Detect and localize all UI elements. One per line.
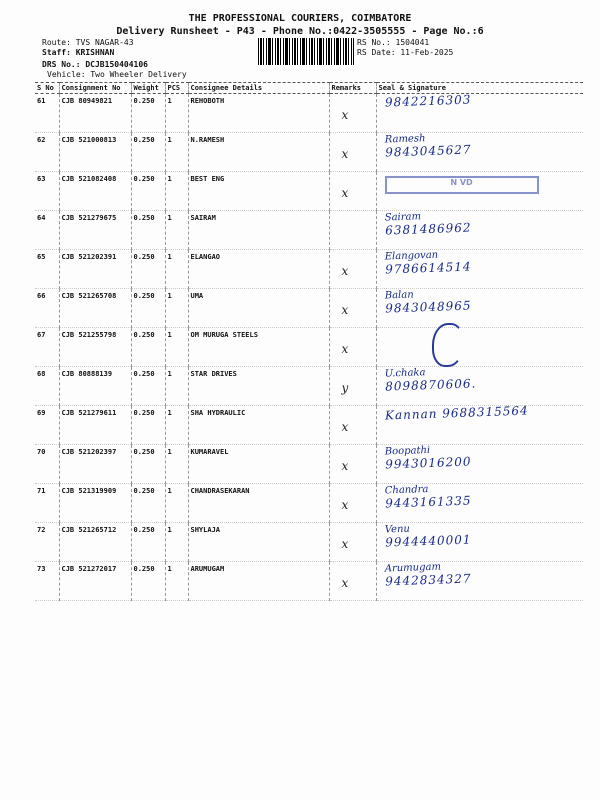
runsheet-table (35, 82, 583, 601)
cell-sno (35, 406, 59, 445)
cell-consignee (188, 367, 329, 406)
col-pcs: PCS (165, 83, 188, 94)
cell-remarks (329, 328, 376, 367)
signature (384, 522, 471, 550)
cell-consignee (188, 211, 329, 250)
pcs-text: 1 (167, 253, 172, 261)
consignment-text: CJB 521000813 (61, 136, 117, 144)
remark-mark: x (341, 420, 349, 434)
cell-remarks (329, 172, 376, 211)
signature (384, 561, 471, 589)
sno-text: 61 (37, 97, 46, 105)
consignee-text: ARUMUGAM (190, 565, 225, 573)
cell-sno (35, 367, 59, 406)
table-row (35, 94, 583, 133)
table-row (35, 445, 583, 484)
consignment-text: CJB 521202397 (61, 448, 117, 456)
remark-mark: x (341, 537, 349, 551)
signature-name: Boopathi (384, 444, 430, 458)
signature (384, 444, 471, 472)
staff-label: Staff: (42, 48, 71, 57)
cell-consignment (59, 484, 131, 523)
cell-signature (376, 367, 583, 406)
staff-value: KRISHNAN (75, 48, 115, 57)
cell-weight (131, 133, 165, 172)
cell-remarks (329, 211, 376, 250)
table-row (35, 172, 583, 211)
sno-text: 65 (37, 253, 46, 261)
cell-pcs (165, 328, 188, 367)
signature-phone: 9786614514 (384, 259, 472, 277)
cell-weight (131, 94, 165, 133)
signature-name: Ramesh (384, 133, 426, 146)
pcs-text: 1 (167, 370, 172, 378)
cell-consignee (188, 406, 329, 445)
signature-phone: 9843048965 (384, 298, 472, 316)
cell-pcs (165, 562, 188, 601)
consignee-text: KUMARAVEL (190, 448, 229, 456)
cell-sno (35, 445, 59, 484)
signature (384, 483, 471, 511)
cell-pcs (165, 367, 188, 406)
cell-consignment (59, 250, 131, 289)
weight-text: 0.250 (133, 487, 155, 495)
pcs-text: 1 (167, 136, 172, 144)
remark-mark: x (341, 108, 349, 122)
route-value: TVS NAGAR-43 (75, 38, 134, 47)
cell-weight (131, 406, 165, 445)
weight-text: 0.250 (133, 526, 155, 534)
table-row (35, 211, 583, 250)
signature-name: Venu (384, 523, 410, 536)
sno-text: 63 (37, 175, 46, 183)
consignment-text: CJB 521319909 (61, 487, 117, 495)
cell-weight (131, 289, 165, 328)
consignee-text: STAR DRIVES (190, 370, 237, 378)
cell-consignee (188, 250, 329, 289)
cell-consignment (59, 328, 131, 367)
cell-consignee (188, 484, 329, 523)
cell-consignment (59, 406, 131, 445)
cell-sno (35, 172, 59, 211)
consignee-text: N.RAMESH (190, 136, 225, 144)
drs-label: DRS No.: (42, 60, 81, 69)
cell-remarks (329, 94, 376, 133)
sno-text: 67 (37, 331, 46, 339)
cell-consignee (188, 289, 329, 328)
consignee-text: SAIRAM (190, 214, 216, 222)
table-row (35, 289, 583, 328)
cell-sno (35, 562, 59, 601)
signature (384, 365, 476, 393)
sno-text: 64 (37, 214, 46, 222)
table-header-row (35, 83, 583, 94)
runsheet-subtitle: Delivery Runsheet - P43 - Phone No.:0422-3505555 - Page No.:6 (116, 26, 484, 37)
cell-weight (131, 211, 165, 250)
weight-text: 0.250 (133, 253, 155, 261)
route-label: Route: (42, 38, 71, 47)
cell-pcs (165, 94, 188, 133)
cell-pcs (165, 250, 188, 289)
signature-phone: Kannan 9688315564 (384, 403, 529, 423)
consignee-text: UMA (190, 292, 204, 300)
table-row (35, 250, 583, 289)
signature-name: Chandra (384, 483, 429, 497)
cell-pcs (165, 172, 188, 211)
consignee-text: SHYLAJA (190, 526, 221, 534)
cell-remarks (329, 484, 376, 523)
cell-weight (131, 328, 165, 367)
cell-consignment (59, 172, 131, 211)
cell-consignment (59, 289, 131, 328)
cell-sno (35, 328, 59, 367)
pcs-text: 1 (167, 331, 172, 339)
cell-signature (376, 328, 583, 367)
col-sno: S No (35, 83, 59, 94)
pcs-text: 1 (167, 448, 172, 456)
cell-sno (35, 94, 59, 133)
cell-pcs (165, 289, 188, 328)
cell-weight (131, 523, 165, 562)
pcs-text: 1 (167, 487, 172, 495)
rs-date: RS Date: 11-Feb-2025 (357, 48, 454, 57)
sno-text: 73 (37, 565, 46, 573)
cell-remarks (329, 250, 376, 289)
consignment-text: CJB 80949821 (61, 97, 113, 105)
vehicle-line: Vehicle: Two Wheeler Delivery (47, 70, 187, 79)
cell-signature (376, 211, 583, 250)
consignment-text: CJB 521082408 (61, 175, 117, 183)
signature-name: U.chaka (384, 367, 426, 380)
remark-mark: x (341, 303, 349, 317)
remark-mark: x (341, 459, 349, 473)
signature (384, 132, 471, 160)
consignment-text: CJB 521279675 (61, 214, 117, 222)
cell-pcs (165, 211, 188, 250)
sno-text: 71 (37, 487, 46, 495)
signature (384, 210, 471, 238)
remark-mark: x (341, 147, 349, 161)
cell-weight (131, 562, 165, 601)
signature-phone: 9842216303 (384, 92, 472, 110)
consignee-text: SHA HYDRAULIC (190, 409, 246, 417)
cell-signature (376, 523, 583, 562)
table-row (35, 133, 583, 172)
consignee-text: CHANDRASEKARAN (190, 487, 250, 495)
sno-text: 66 (37, 292, 46, 300)
signature (384, 92, 471, 109)
weight-text: 0.250 (133, 214, 155, 222)
cell-weight (131, 250, 165, 289)
cell-pcs (165, 133, 188, 172)
pcs-text: 1 (167, 409, 172, 417)
signature-phone: 9442834327 (384, 571, 472, 589)
pcs-text: 1 (167, 214, 172, 222)
cell-consignee (188, 523, 329, 562)
col-consignee: Consignee Details (188, 83, 329, 94)
cell-pcs (165, 523, 188, 562)
staff-line (42, 48, 114, 57)
cell-remarks (329, 523, 376, 562)
cell-consignment (59, 562, 131, 601)
consignment-text: CJB 521279611 (61, 409, 117, 417)
remark-mark: x (341, 576, 349, 590)
cell-consignment (59, 133, 131, 172)
cell-weight (131, 172, 165, 211)
consignee-text: BEST ENG (190, 175, 225, 183)
sno-text: 72 (37, 526, 46, 534)
cell-remarks (329, 562, 376, 601)
sno-text: 69 (37, 409, 46, 417)
cell-consignee (188, 328, 329, 367)
cell-signature (376, 403, 583, 445)
cell-remarks (329, 445, 376, 484)
col-remarks: Remarks (329, 83, 376, 94)
cell-weight (131, 484, 165, 523)
signature-phone: 9943016200 (384, 454, 472, 472)
weight-text: 0.250 (133, 565, 155, 573)
route-line (42, 38, 134, 47)
drs-line (42, 60, 148, 69)
remark-mark: x (341, 186, 349, 200)
weight-text: 0.250 (133, 97, 155, 105)
consignee-text: REHOBOTH (190, 97, 225, 105)
weight-text: 0.250 (133, 175, 155, 183)
table-row (35, 523, 583, 562)
cell-consignment (59, 445, 131, 484)
consignee-text: ELANGAO (190, 253, 221, 261)
cell-signature (376, 133, 583, 172)
signature-phone: 9944440001 (384, 532, 472, 550)
consignment-text: CJB 521272017 (61, 565, 117, 573)
cell-weight (131, 445, 165, 484)
cell-remarks (329, 367, 376, 406)
cell-signature (376, 562, 583, 601)
consignee-text: OM MURUGA STEELS (190, 331, 258, 339)
cell-consignment (59, 94, 131, 133)
cell-signature (376, 250, 583, 289)
table-row (35, 562, 583, 601)
drs-value: DCJB150404106 (85, 60, 148, 69)
col-seal: Seal & Signature (376, 83, 583, 94)
signature-scribble (432, 323, 464, 367)
consignment-text: CJB 521265712 (61, 526, 117, 534)
cell-consignee (188, 133, 329, 172)
cell-remarks (329, 289, 376, 328)
weight-text: 0.250 (133, 331, 155, 339)
cell-consignee (188, 172, 329, 211)
remark-mark: x (341, 498, 349, 512)
weight-text: 0.250 (133, 136, 155, 144)
cell-sno (35, 133, 59, 172)
remark-mark: x (341, 342, 349, 356)
weight-text: 0.250 (133, 448, 155, 456)
company-title: THE PROFESSIONAL COURIERS, COIMBATORE (188, 13, 412, 24)
cell-sno (35, 289, 59, 328)
table-row (35, 328, 583, 367)
remark-mark: y (341, 381, 349, 395)
sno-text: 70 (37, 448, 46, 456)
cell-weight (131, 367, 165, 406)
pcs-text: 1 (167, 292, 172, 300)
cell-consignment (59, 211, 131, 250)
rs-number: RS No.: 1504041 (357, 38, 430, 47)
cell-signature (376, 289, 583, 328)
delivery-stamp: N VD (385, 176, 539, 194)
cell-sno (35, 211, 59, 250)
cell-consignee (188, 562, 329, 601)
cell-pcs (165, 406, 188, 445)
signature (384, 288, 471, 316)
cell-signature (376, 172, 583, 211)
cell-remarks (329, 133, 376, 172)
cell-signature (376, 484, 583, 523)
table-row (35, 406, 583, 445)
cell-sno (35, 484, 59, 523)
cell-consignment (59, 367, 131, 406)
weight-text: 0.250 (133, 409, 155, 417)
weight-text: 0.250 (133, 370, 155, 378)
pcs-text: 1 (167, 175, 172, 183)
cell-remarks (329, 406, 376, 445)
signature-name: Balan (384, 289, 414, 302)
signature-name: Elangovan (384, 249, 438, 263)
signature-phone: 6381486962 (384, 220, 472, 238)
cell-signature (376, 445, 583, 484)
barcode (258, 38, 354, 65)
cell-consignee (188, 94, 329, 133)
consignment-text: CJB 521265708 (61, 292, 117, 300)
pcs-text: 1 (167, 565, 172, 573)
weight-text: 0.250 (133, 292, 155, 300)
cell-sno (35, 250, 59, 289)
sno-text: 68 (37, 370, 46, 378)
cell-pcs (165, 445, 188, 484)
signature-phone: 9843045627 (384, 142, 472, 160)
signature (384, 403, 528, 422)
table-row (35, 484, 583, 523)
cell-signature (376, 94, 583, 133)
cell-pcs (165, 484, 188, 523)
cell-consignment (59, 523, 131, 562)
pcs-text: 1 (167, 97, 172, 105)
signature-name: Sairam (384, 211, 421, 224)
col-consignment: Consignment No (59, 83, 131, 94)
sno-text: 62 (37, 136, 46, 144)
cell-consignee (188, 445, 329, 484)
remark-mark: x (341, 264, 349, 278)
signature-phone: 8098870606. (384, 376, 477, 394)
cell-sno (35, 523, 59, 562)
consignment-text: CJB 80888139 (61, 370, 113, 378)
pcs-text: 1 (167, 526, 172, 534)
signature-phone: 9443161335 (384, 493, 472, 511)
consignment-text: CJB 521202391 (61, 253, 117, 261)
signature-name: Arumugam (384, 561, 441, 575)
consignment-text: CJB 521255798 (61, 331, 117, 339)
col-weight: Weight (131, 83, 165, 94)
signature (384, 249, 471, 277)
table-row (35, 367, 583, 406)
